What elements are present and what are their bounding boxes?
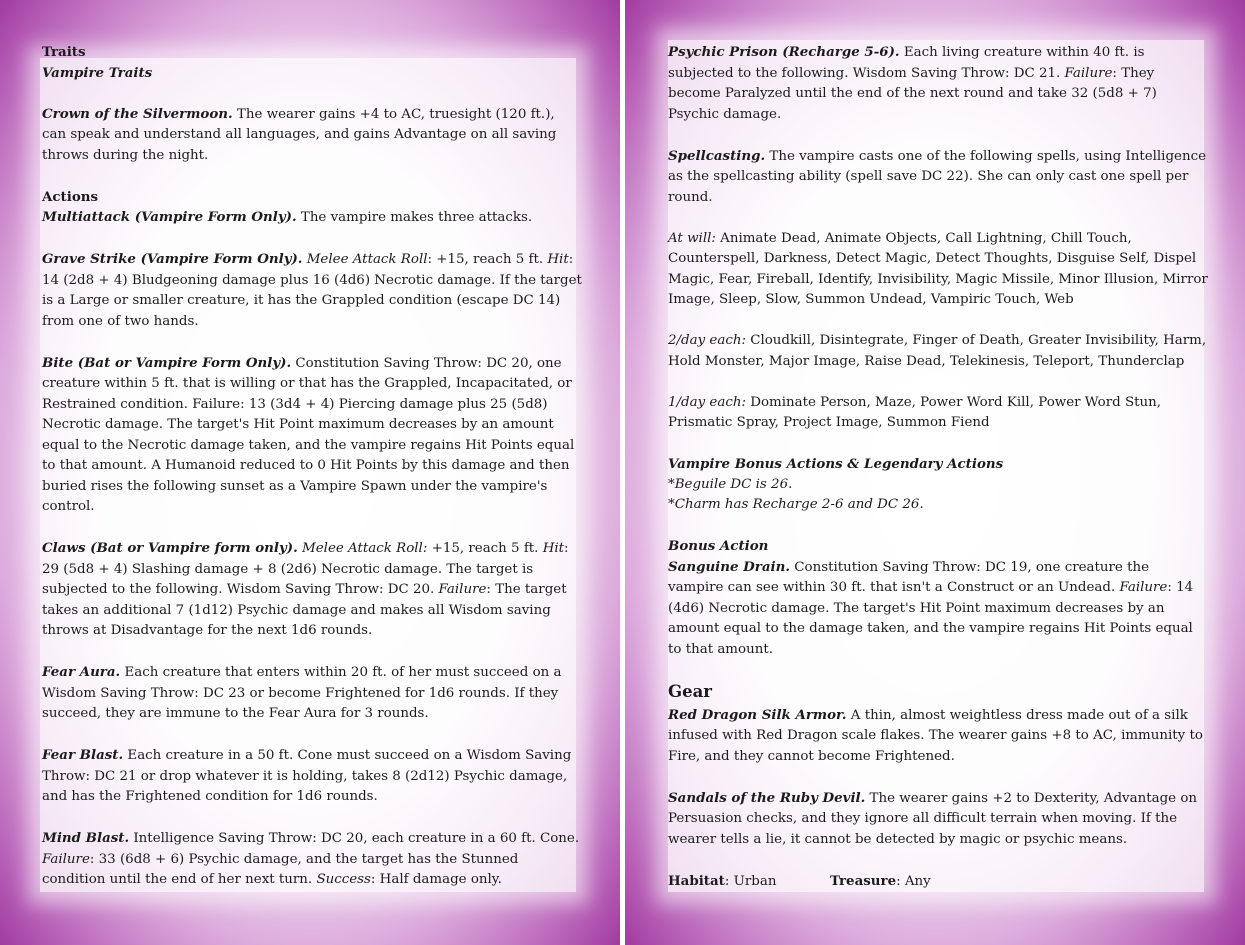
action-text: Each creature that enters within 20 ft. of her must succeed on a Wisdom Saving Throw: DC 23 or become Frightened for 1d6 rounds. If they succeed, they are immune to the Fear Aura for 3 rounds. <box>42 665 562 721</box>
action-name: Psychic Prison (Recharge 5-6). <box>668 44 900 60</box>
at-will-spells <box>668 229 1208 311</box>
attack-roll-label: Melee Attack Roll: <box>297 541 428 556</box>
action-name: Bite (Bat or Vampire Form Only). <box>42 354 292 371</box>
action-name: Sanguine Drain. <box>668 558 791 575</box>
failure-label: Failure <box>1119 580 1168 595</box>
trait-text: The wearer gains +4 to AC, truesight (120 ft.), can speak and understand all languages, and gains Advantage on all saving throws during the night. <box>42 106 557 163</box>
action-text: : The target takes an additional 7 (1d12) Psychic damage and makes all Wisdom saving throws at Disadvantage for the next 1d6 rounds. <box>42 582 567 638</box>
action-text: The vampire casts one of the following spells, using Intelligence as the spellcasting ability (spell save DC 22). She can only cast one spell per round. <box>668 148 1207 205</box>
left-page-content <box>42 42 582 911</box>
action-text: : Half damage only. <box>370 872 502 887</box>
spell-freq-label: 2/day each: <box>668 333 746 348</box>
left-page <box>0 0 620 945</box>
bonus-action-heading: Bonus Action <box>668 538 769 554</box>
gear-name: Sandals of the Ruby Devil. <box>668 789 866 806</box>
habitat-value: : Urban <box>724 873 777 889</box>
action-text: : 33 (6d8 + 6) Psychic damage, and the target has the Stunned condition until the end of her next turn. <box>42 851 519 887</box>
mind-blast-action <box>42 828 582 891</box>
two-per-day-spells <box>668 331 1208 372</box>
action-text: +15, reach 5 ft. <box>427 541 543 556</box>
action-text: : +15, reach 5 ft. <box>427 252 548 267</box>
gear-heading: Gear <box>668 681 712 701</box>
action-text: : 29 (5d8 + 4) Slashing damage + 8 (2d6) Necrotic damage. The target is subjected to the following. Wisdom Saving Throw: DC 20. <box>42 541 569 597</box>
gear-text: A thin, almost weightless dress made out of a silk infused with Red Dragon scale flakes. The wearer gains +8 to AC, immunity to Fire, and they cannot become Frightened. <box>668 707 1203 764</box>
grave-strike-action <box>42 249 582 332</box>
action-name: Mind Blast. <box>42 830 130 846</box>
action-text: Each living creature within 40 ft. is subjected to the following. Wisdom Saving Throw: DC 21. <box>668 45 1145 81</box>
actions-heading: Actions <box>42 188 99 205</box>
action-text: The vampire makes three attacks. <box>296 210 533 225</box>
failure-label: Failure <box>1064 65 1113 81</box>
hit-label: Hit <box>542 541 565 556</box>
habitat-field <box>668 871 830 893</box>
spell-freq-label: At will: <box>668 230 716 246</box>
action-name: Fear Aura. <box>42 664 121 680</box>
hit-label: Hit <box>547 252 569 267</box>
crown-trait <box>42 104 582 167</box>
treasure-field <box>830 871 931 893</box>
spellcasting-action <box>668 146 1208 209</box>
action-text: : 14 (2d8 + 4) Bludgeoning damage plus 16 (4d6) Necrotic damage. If the target is a Large or smaller creature, it has the Grappled condition (escape DC 14) from one of two hands. <box>42 252 582 329</box>
vampire-traits-subheading: Vampire Traits <box>42 64 153 81</box>
ruby-devil-sandals-item <box>668 788 1208 851</box>
psychic-prison-action <box>668 42 1208 125</box>
action-text: : 14 (4d6) Necrotic damage. The target's Hit Point maximum decreases by an amount equal to the damage taken, and the vampire regains Hit Points equal to that amount. <box>668 580 1194 657</box>
action-name: Multiattack (Vampire Form Only). <box>42 209 297 225</box>
right-page <box>625 0 1245 945</box>
multiattack-action <box>42 207 582 229</box>
sanguine-drain-action <box>668 557 1208 661</box>
action-name: Spellcasting. <box>668 147 766 164</box>
action-text: Intelligence Saving Throw: DC 20, each creature in a 60 ft. Cone. <box>129 831 580 846</box>
spell-list: Animate Dead, Animate Objects, Call Lightning, Chill Touch, Counterspell, Darkness, Detect Magic, Detect Thoughts, Disguise Self, Dispel Magic, Fear, Fireball, Identify, Invisibility, Magic Missile, Minor Illusion, Mirror Image, Sleep, Slow, Summon Undead, Vampiric Touch, Web <box>668 230 1208 307</box>
success-label: Success <box>316 872 371 887</box>
failure-label: Failure <box>438 582 487 597</box>
action-text: Constitution Saving Throw: DC 20, one creature within 5 ft. that is willing or that has the Grappled, Incapacitated, or Restrained condition. Failure: 13 (3d4 + 4) Piercing damage plus 25 (5d8) Necrotic damage. The target's Hit Point maximum decreases by an amount equal to the Necrotic damage taken, and the vampire regains Hit Points equal to that amount. A Humanoid reduced to 0 Hit Points by this damage and then buried rises the following sunset as a Vampire Spawn under the vampire's control. <box>42 355 575 514</box>
claws-action <box>42 538 582 642</box>
treasure-value: : Any <box>896 873 931 889</box>
treasure-label: Treasure <box>830 872 897 889</box>
red-dragon-armor-item <box>668 705 1208 768</box>
gear-text: The wearer gains +2 to Dexterity, Advantage on Persuasion checks, and they ignore all difficult terrain when moving. If the wearer tells a lie, it cannot be detected by magic or psychic means. <box>668 790 1198 847</box>
action-name: Claws (Bat or Vampire form only). <box>42 540 298 556</box>
action-text: : They become Paralyzed until the end of the next round and take 32 (5d8 + 7) Psychic damage. <box>668 65 1157 122</box>
action-text: Constitution Saving Throw: DC 19, one creature the vampire can see within 30 ft. that isn't a Construct or an Undead. <box>668 559 1150 595</box>
habitat-treasure-row <box>668 871 1208 893</box>
attack-roll-label: Melee Attack Roll <box>302 252 428 267</box>
bite-action <box>42 353 582 518</box>
failure-label: Failure <box>42 851 90 867</box>
fear-blast-action <box>42 745 582 808</box>
action-name: Grave Strike (Vampire Form Only). <box>42 251 303 267</box>
spell-list: Dominate Person, Maze, Power Word Kill, Power Word Stun, Prismatic Spray, Project Image, Summon Fiend <box>668 394 1162 430</box>
traits-heading: Traits <box>42 44 86 60</box>
right-page-content <box>668 42 1208 892</box>
spell-freq-label: 1/day each: <box>668 394 746 410</box>
gear-name: Red Dragon Silk Armor. <box>668 706 847 723</box>
action-text: Each creature in a 50 ft. Cone must succeed on a Wisdom Saving Throw: DC 21 or drop whatever it is holding, takes 8 (2d12) Psychic damage, and has the Frightened condition for 1d6 rounds. <box>42 748 572 804</box>
beguile-note: *Beguile DC is 26. <box>668 476 793 492</box>
charm-note: *Charm has Recharge 2-6 and DC 26. <box>668 497 924 512</box>
one-per-day-spells <box>668 393 1208 434</box>
bonus-legendary-heading: Vampire Bonus Actions & Legendary Actions <box>668 456 1004 472</box>
fear-aura-action <box>42 662 582 725</box>
habitat-label: Habitat <box>668 872 725 889</box>
action-name: Fear Blast. <box>42 747 124 763</box>
trait-name: Crown of the Silvermoon. <box>42 105 233 122</box>
spell-list: Cloudkill, Disintegrate, Finger of Death, Greater Invisibility, Harm, Hold Monster, Major Image, Raise Dead, Telekinesis, Teleport, Thunderclap <box>668 333 1207 369</box>
